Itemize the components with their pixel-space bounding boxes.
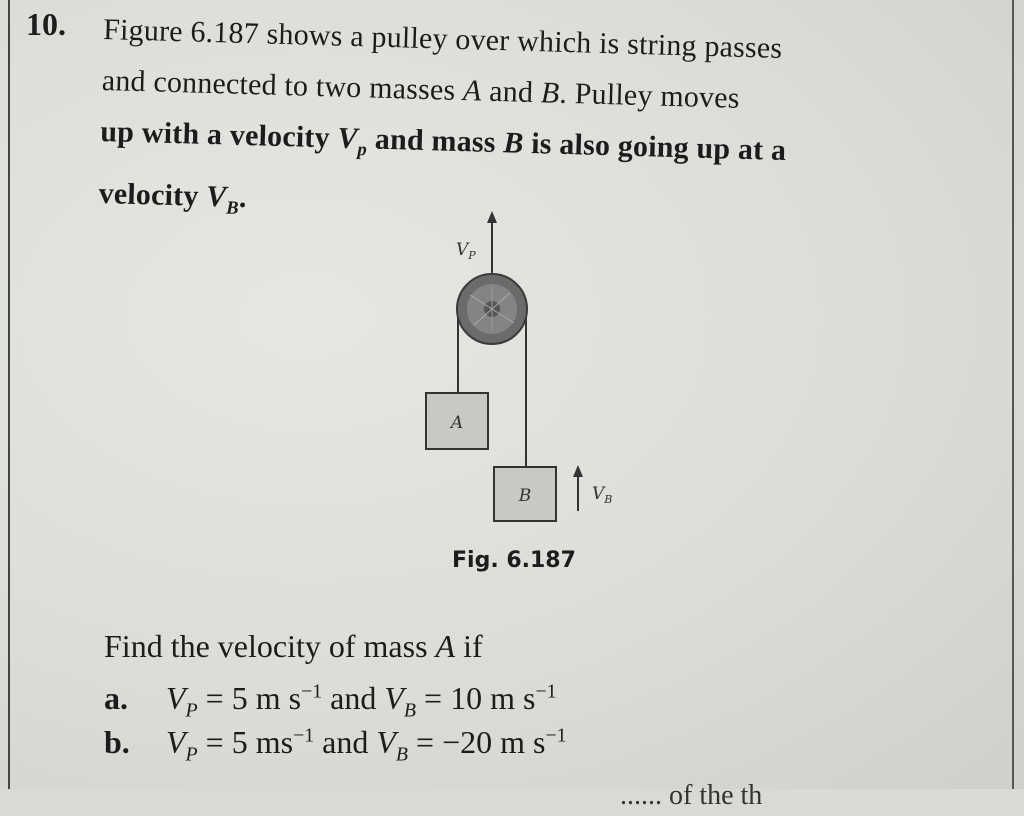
option-a: a. $V_P = 5$ m $s^{-1}$ and $V_B = 10$ m $s^{-1}$ [104,680,557,722]
left-border [8,0,10,789]
vb-arrow [573,465,583,511]
find-prompt: Find the velocity of mass A if [104,628,483,664]
vp-arrow [487,211,497,275]
option-b-label: b. [104,724,130,760]
pulley [457,274,527,344]
question-line-2: and connected to two masses A and B. Pulley moves [101,63,741,115]
question-number: 10. [26,6,66,42]
vb-label: $V_B$ [592,484,613,506]
mass-a-label: A [450,413,464,433]
mass-a [426,393,488,449]
mass-b-label: B [518,486,532,506]
vp-label: $V_P$ [456,240,476,262]
mass-b [494,467,556,521]
figure-caption: Fig. 6.187 [452,548,576,573]
pulley-figure [400,205,660,535]
option-a-label: a. [104,680,128,716]
question-line-1: Figure 6.187 shows a pulley over which is string passes [102,12,783,65]
question-line-4: velocity $V_B$. [98,176,248,219]
option-b: b. $V_P = 5$ $ms^{-1}$ and $V_B = -20$ m $s^{-1}$ [104,724,567,766]
right-border [1012,0,1014,789]
cut-off-text: ...... of the th [620,780,763,811]
question-line-3: up with a velocity $V_p$ and mass B is also going up at a [99,114,787,168]
